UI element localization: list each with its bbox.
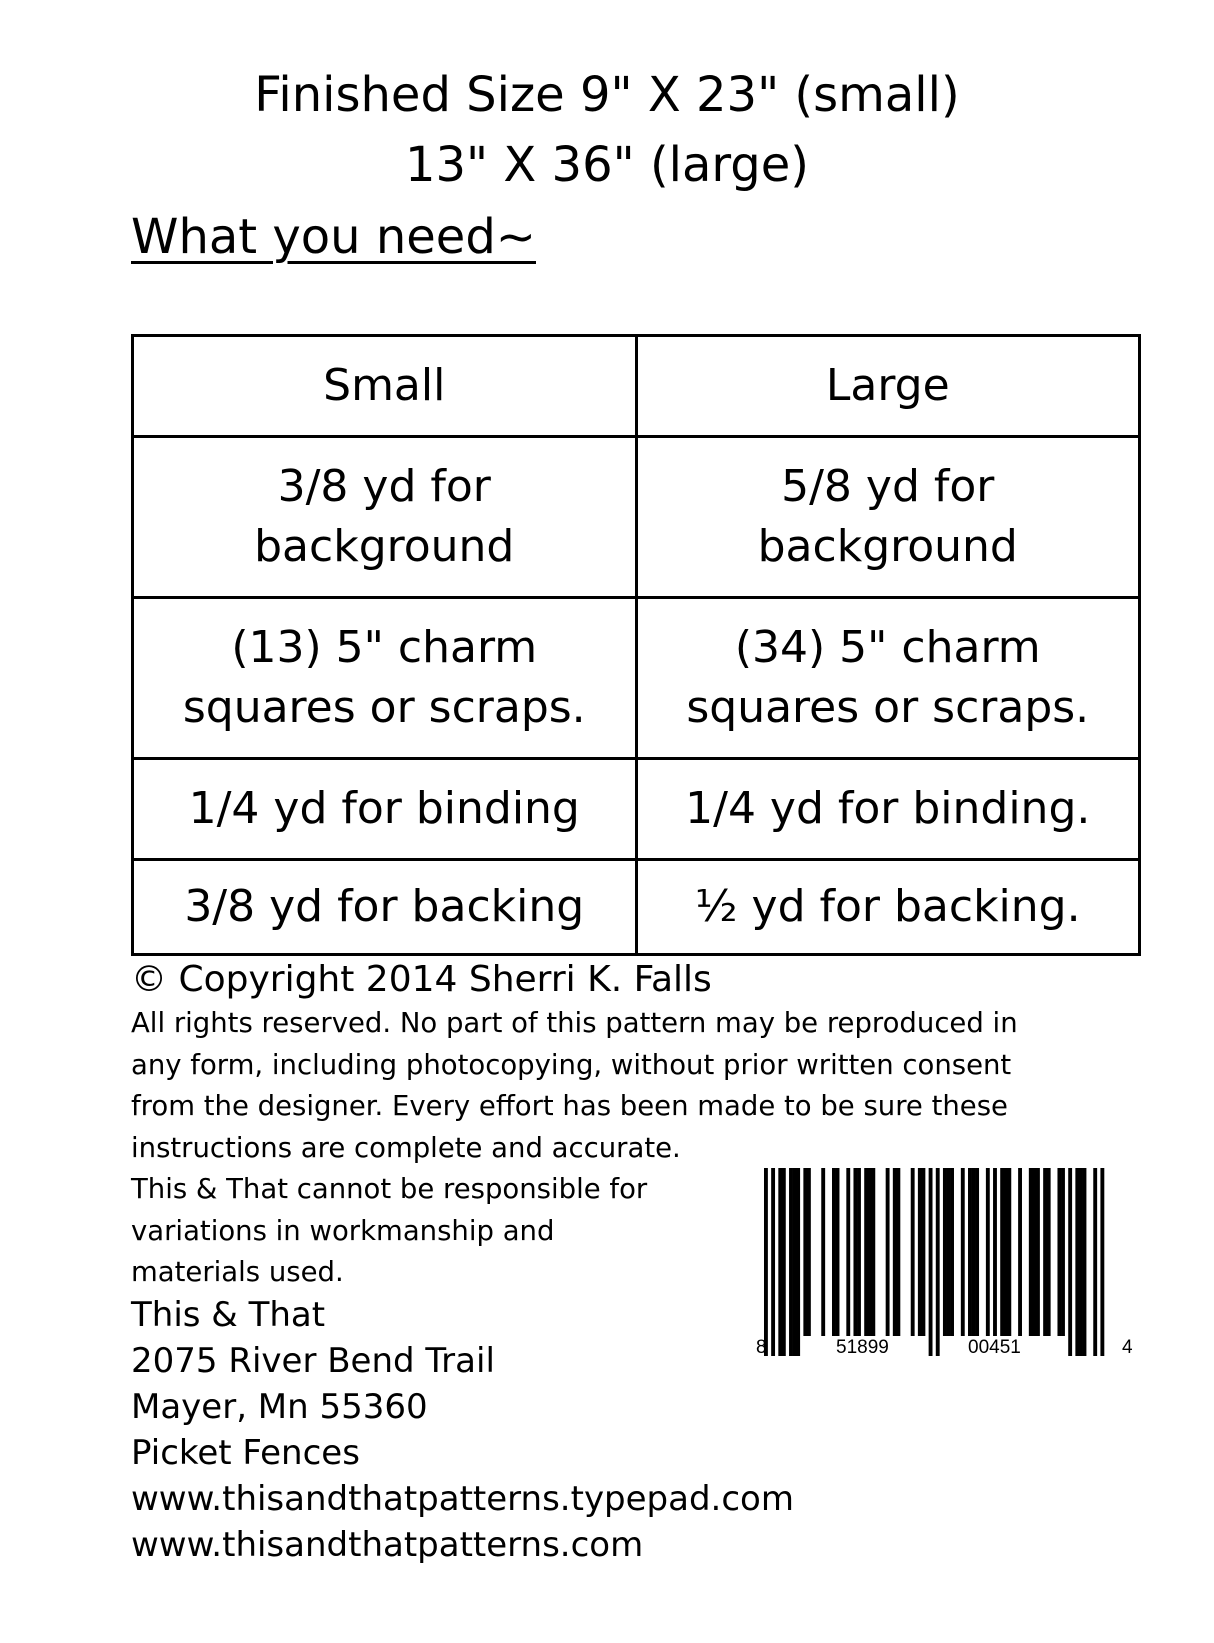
barcode-right-group: 00451 (968, 1337, 1021, 1358)
barcode-bar (886, 1168, 890, 1336)
cell-small-charm (133, 598, 637, 759)
table-row-background (133, 437, 1140, 598)
barcode-bar (918, 1168, 922, 1336)
barcode-bar (1036, 1168, 1040, 1336)
barcode-bar (993, 1168, 997, 1336)
barcode-bar (1068, 1168, 1072, 1356)
barcode-bar (803, 1168, 807, 1336)
cell-line: 3/8 yd for (277, 461, 491, 512)
barcode-bar (853, 1168, 857, 1336)
city-state-zip: Mayer, Mn 55360 (131, 1387, 428, 1427)
barcode-bar (868, 1168, 872, 1336)
barcode-lead-digit: 8 (756, 1337, 767, 1358)
barcode-bar (1007, 1168, 1011, 1336)
barcode-bar (857, 1168, 861, 1336)
cell-line: background (254, 521, 515, 572)
pattern-name: Picket Fences (131, 1433, 360, 1473)
barcode-bar (1061, 1168, 1065, 1336)
what-you-need-heading: What you need~ (131, 209, 536, 265)
barcode-bar (1100, 1168, 1104, 1356)
barcode-bar (1000, 1168, 1004, 1336)
materials-table (131, 334, 1141, 956)
rights-line: materials used. (131, 1256, 344, 1288)
rights-line: variations in workmanship and (131, 1214, 555, 1247)
cell-line: (34) 5" charm (734, 622, 1041, 673)
cell-small-background (133, 437, 637, 598)
barcode-bar (1057, 1168, 1061, 1336)
barcode-graphic (756, 1168, 1134, 1368)
barcode-bar (972, 1168, 976, 1336)
finished-size-large: 13" X 36" (large) (404, 137, 810, 193)
barcode-bar (936, 1168, 940, 1356)
barcode-bar (1004, 1168, 1008, 1336)
table-header-row (133, 336, 1140, 437)
barcode-bar (943, 1168, 947, 1336)
cell-line: (13) 5" charm (231, 622, 538, 673)
barcode-bar (836, 1168, 840, 1336)
barcode-bar (764, 1168, 768, 1356)
column-header-large: Large (636, 336, 1140, 437)
address-block (131, 1292, 794, 1568)
barcode-bar (1029, 1168, 1033, 1336)
table-row-binding (133, 759, 1140, 860)
barcode-bar (782, 1168, 786, 1356)
cell-small-backing: 3/8 yd for backing (133, 860, 637, 955)
cell-line: squares or scraps. (686, 682, 1090, 733)
column-header-small: Small (133, 336, 637, 437)
rights-line: instructions are complete and accurate. (131, 1131, 681, 1164)
cell-large-backing: ½ yd for backing. (636, 860, 1140, 955)
barcode-check-digit: 4 (1122, 1337, 1133, 1358)
barcode-bar (1018, 1168, 1022, 1336)
street-address: 2075 River Bend Trail (131, 1341, 495, 1381)
barcode-bar (911, 1168, 915, 1336)
cell-line: background (757, 521, 1018, 572)
barcode-bar (778, 1168, 782, 1356)
barcode-bar (1075, 1168, 1079, 1356)
barcode-bar (986, 1168, 990, 1336)
barcode-bar (921, 1168, 925, 1336)
rights-line: any form, including photocopying, without prior written consent (131, 1048, 1012, 1081)
barcode-bar (796, 1168, 800, 1356)
cell-large-background (636, 437, 1140, 598)
website-link-typepad[interactable]: www.thisandthatpatterns.typepad.com (131, 1479, 794, 1519)
cell-small-binding: 1/4 yd for binding (133, 759, 637, 860)
barcode-bar (846, 1168, 850, 1336)
upc-barcode (756, 1168, 1134, 1368)
rights-line: This & That cannot be responsible for (131, 1173, 648, 1205)
barcode-bar (864, 1168, 868, 1336)
barcode-bar (1093, 1168, 1097, 1356)
barcode-bar (947, 1168, 951, 1336)
barcode-bar (929, 1168, 933, 1356)
barcode-bar (968, 1168, 972, 1336)
finished-size-small: Finished Size 9" X 23" (small) (254, 67, 960, 123)
barcode-bar (975, 1168, 979, 1336)
barcode-bar (950, 1168, 954, 1336)
cell-large-binding: 1/4 yd for binding. (636, 759, 1140, 860)
rights-line: All rights reserved. No part of this pattern may be reproduced in (131, 1007, 1018, 1039)
barcode-bar (961, 1168, 965, 1336)
copyright-line: © Copyright 2014 Sherri K. Falls (131, 959, 712, 1000)
barcode-bar (1032, 1168, 1036, 1336)
barcode-left-group: 51899 (836, 1337, 889, 1358)
barcode-bar (1043, 1168, 1047, 1336)
cell-large-charm (636, 598, 1140, 759)
barcode-bar (871, 1168, 875, 1336)
cell-line: squares or scraps. (182, 682, 586, 733)
website-link-main[interactable]: www.thisandthatpatterns.com (131, 1525, 644, 1565)
barcode-bar (793, 1168, 797, 1356)
barcode-bar (893, 1168, 897, 1336)
barcode-bar (1047, 1168, 1051, 1336)
barcode-bar (896, 1168, 900, 1336)
company-name: This & That (131, 1295, 326, 1335)
table-row-charm-squares (133, 598, 1140, 759)
barcode-bar (789, 1168, 793, 1356)
barcode-bar (821, 1168, 825, 1336)
cell-line: 5/8 yd for (781, 461, 995, 512)
barcode-bars (764, 1168, 1104, 1356)
rights-line: from the designer. Every effort has been made to be sure these (131, 1090, 1008, 1122)
barcode-bar (1083, 1168, 1087, 1356)
table-row-backing (133, 860, 1140, 955)
barcode-bar (807, 1168, 811, 1336)
barcode-bar (771, 1168, 775, 1356)
barcode-bar (1079, 1168, 1083, 1356)
barcode-bar (832, 1168, 836, 1336)
